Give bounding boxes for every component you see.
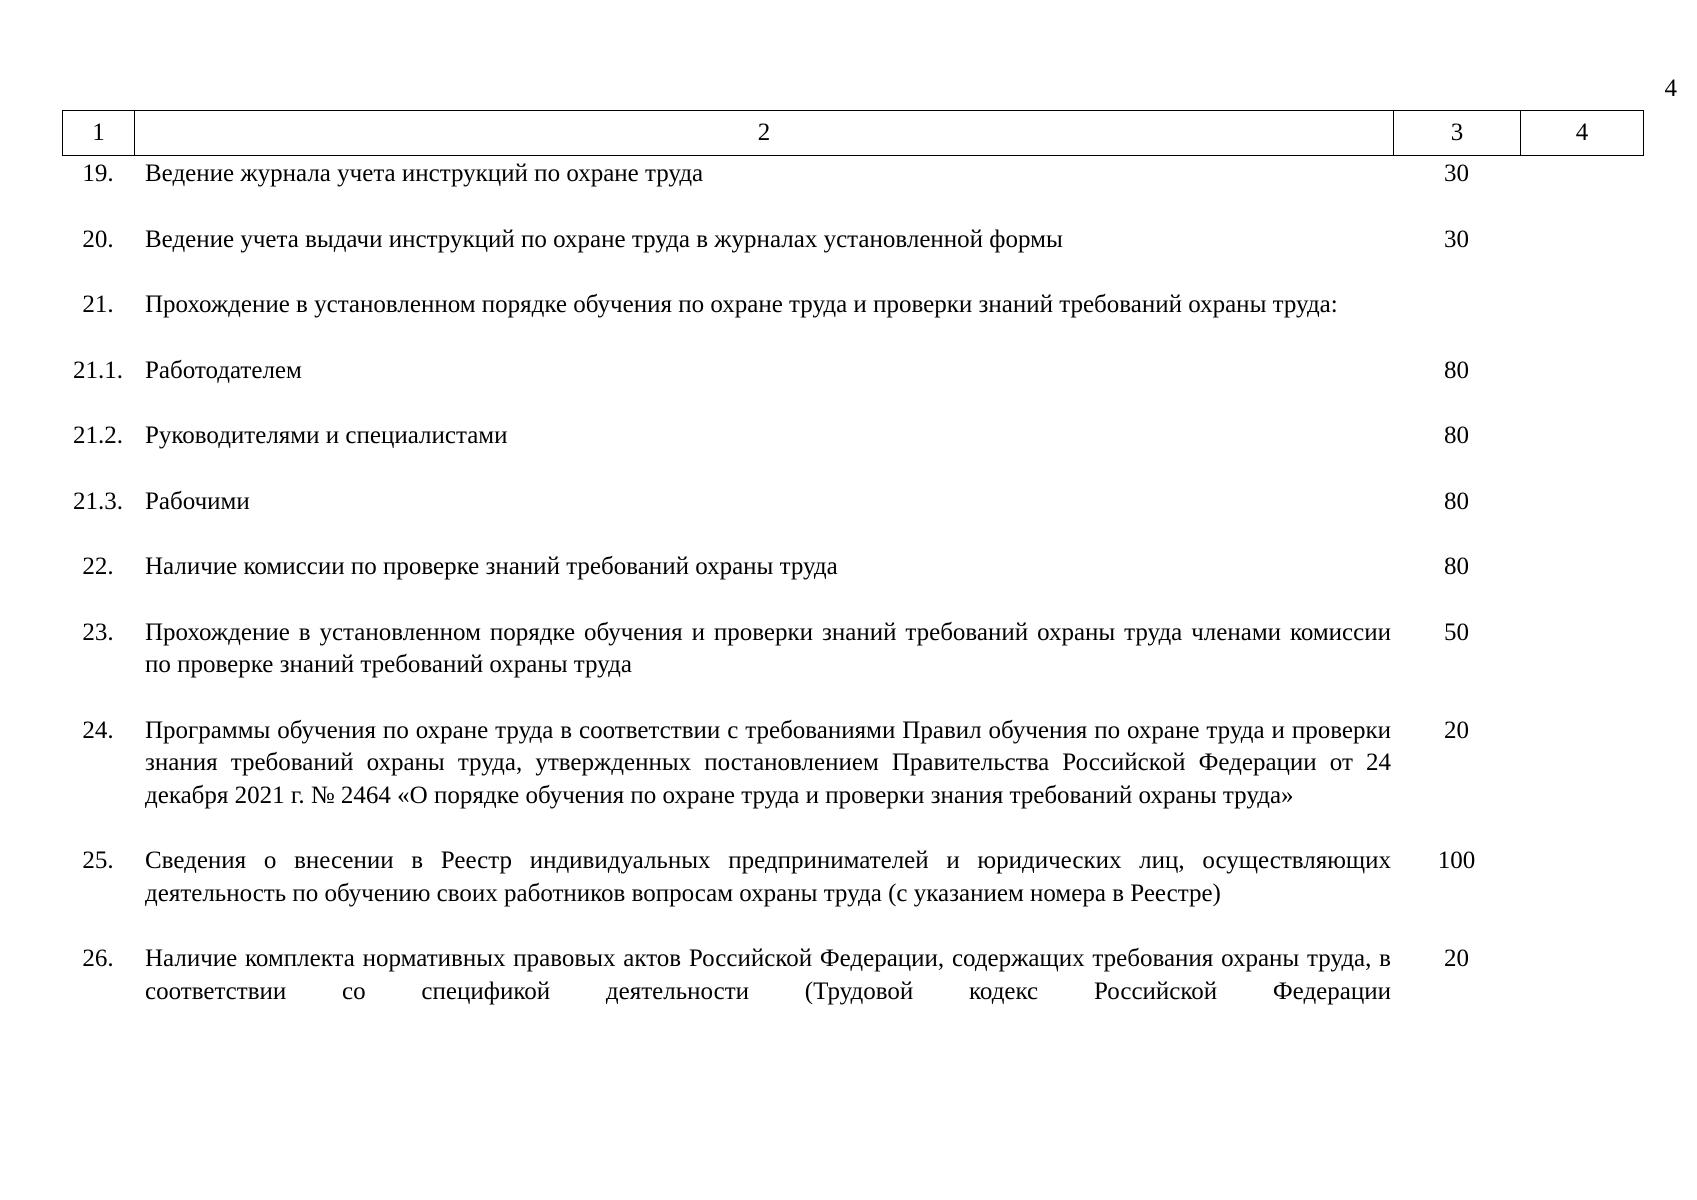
row-number: 25.: [82, 847, 114, 874]
row-text: Ведение журнала учета инструкций по охране труда: [145, 160, 704, 187]
row-score: 30: [1444, 225, 1469, 253]
table-row: [62, 617, 1644, 682]
header-cell-1: 1: [63, 111, 135, 155]
row-score: 30: [1444, 160, 1469, 187]
row-number: 24.: [82, 716, 114, 744]
row-text: Ведение учета выдачи инструкций по охране труда в журналах установленной формы: [145, 225, 1063, 253]
table-row: [62, 845, 1644, 910]
row-score: 20: [1444, 716, 1469, 744]
row-score: 80: [1444, 553, 1469, 580]
table-row: [62, 158, 1644, 191]
table-row: [62, 224, 1644, 257]
row-number: 22.: [82, 553, 114, 580]
row-number: 21.2.: [73, 422, 123, 449]
page-number: 4: [1664, 75, 1677, 102]
row-text: Программы обучения по охране труда в соответствии с требованиями Правил обучения по охране труда и проверки знания требований охраны труда, утвержденных постановлением Правительства Российской Федерации от 24 декабря 2021 г. № 2464 «О порядке обучения по охране труда и проверки знания требований охраны труда»: [145, 716, 1391, 809]
row-text: Руководителями и специалистами: [145, 422, 508, 449]
table-row: [62, 420, 1644, 453]
table-row: [62, 551, 1644, 584]
row-number: 21.1.: [73, 356, 123, 384]
row-text: Прохождение в установленном порядке обучения и проверки знаний требований охраны труда членами комиссии по проверке знаний требований охраны труда: [145, 618, 1391, 678]
row-score: 20: [1444, 945, 1469, 972]
row-number: 21.3.: [73, 487, 123, 515]
table-row: [62, 355, 1644, 388]
row-text: Наличие комиссии по проверке знаний требований охраны труда: [145, 553, 838, 580]
row-score: 80: [1444, 356, 1469, 384]
row-number: 23.: [82, 618, 114, 646]
header-cell-3: 3: [1394, 111, 1521, 155]
table-row: [62, 943, 1644, 1008]
table-header: [62, 110, 1644, 156]
row-text: Прохождение в установленном порядке обучения по охране труда и проверки знаний требований охраны труда:: [145, 291, 1338, 318]
row-text: Сведения о внесении в Реестр индивидуальных предпринимателей и юридических лиц, осуществляющих деятельность по обучению своих работников вопросам охраны труда (с указанием номера в Реестре): [145, 847, 1391, 907]
row-number: 26.: [82, 945, 114, 972]
table-row: [62, 715, 1644, 813]
header-cell-4: 4: [1575, 119, 1589, 146]
row-text: Наличие комплекта нормативных правовых актов Российской Федерации, содержащих требования охраны труда, в соответствии со спецификой деятельности (Трудовой кодекс Российской Федерации: [145, 945, 1391, 1005]
row-score: 80: [1444, 487, 1469, 515]
header-cell-2: 2: [135, 111, 1394, 155]
row-score: 100: [1437, 847, 1476, 874]
row-score: 50: [1444, 618, 1469, 646]
row-number: 20.: [82, 225, 114, 253]
row-number: 19.: [82, 160, 114, 187]
row-text: Рабочими: [145, 487, 250, 515]
row-number: 21.: [82, 291, 114, 318]
table-body: [62, 158, 1644, 1041]
row-score: 80: [1444, 422, 1469, 449]
table-row: [62, 289, 1644, 322]
table-row: [62, 486, 1644, 519]
row-text: Работодателем: [145, 356, 302, 384]
